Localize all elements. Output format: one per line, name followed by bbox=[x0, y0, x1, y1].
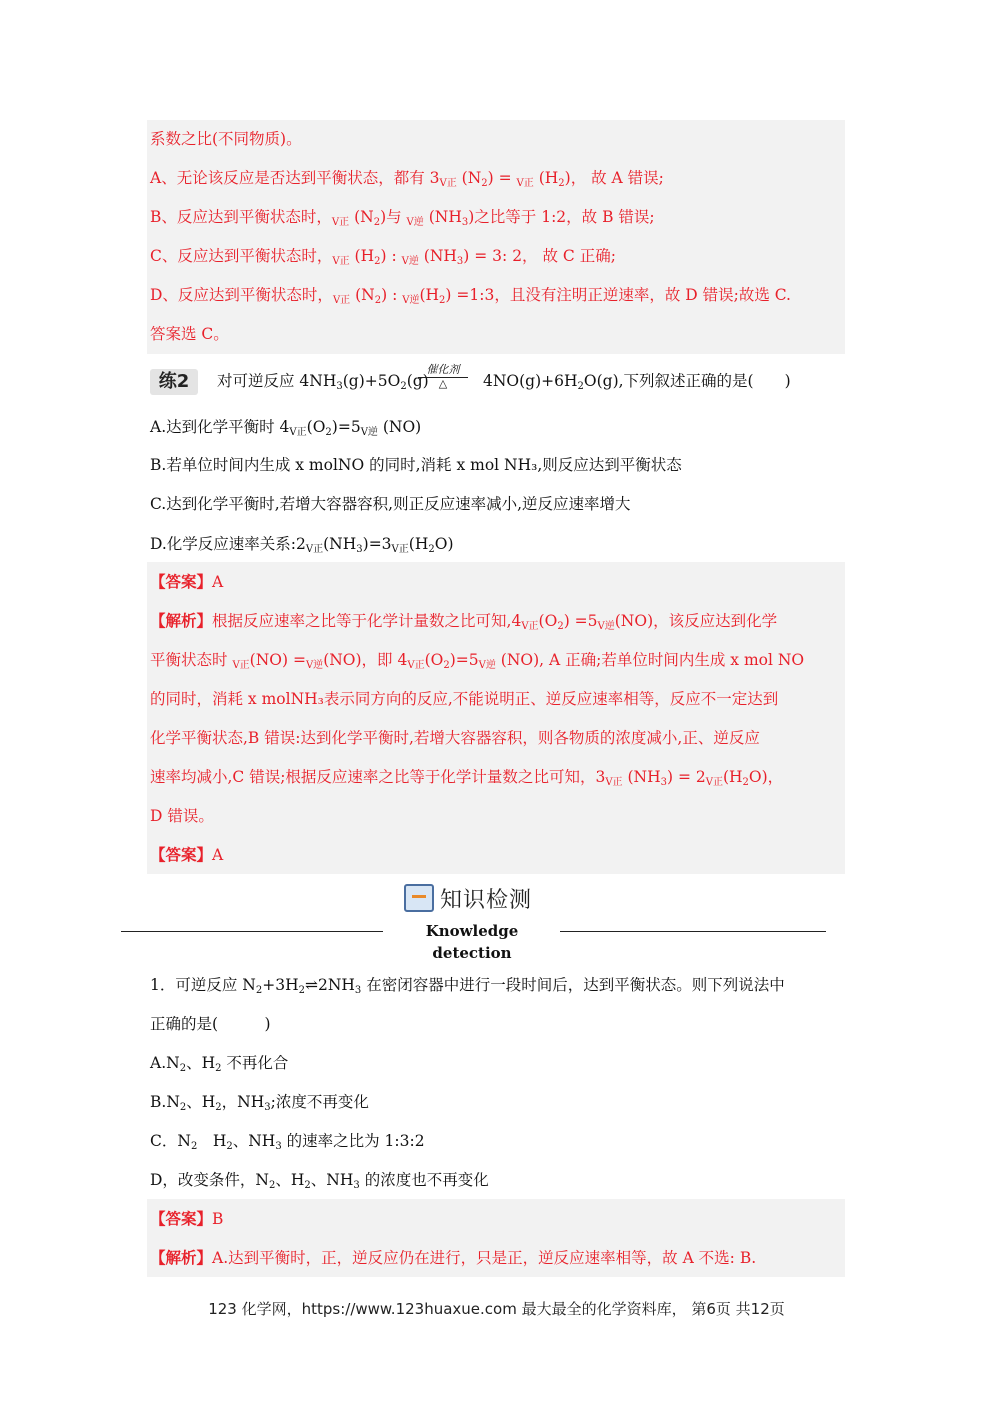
catalyst-label: 催化剂 bbox=[418, 364, 468, 378]
analysis-line: 速率均减小,C 错误;根据反应速率之比等于化学计量数之比可知，$3_{V正}$ $(NH_3) = 2_{V正}(H_2O)$， bbox=[150, 768, 784, 788]
reaction-condition bbox=[418, 364, 468, 390]
option-b: $B.N_2$、$H_2$，$NH_3$;浓度不再变化 bbox=[150, 1093, 369, 1113]
option-a: A.达到化学平衡时 $4_{V正}(O_2)=5_{V逆}$ (NO) bbox=[150, 418, 422, 438]
divider bbox=[560, 931, 826, 932]
option-d: D，改变条件，$N_2$、$H_2$、$NH_3$ 的浓度也不再变化 bbox=[150, 1171, 489, 1191]
question-stem-line2: 正确的是( ) bbox=[150, 1015, 271, 1033]
analysis-line: D 错误。 bbox=[150, 807, 214, 825]
analysis-line: 【解析】根据反应速率之比等于化学计量数之比可知$,4_{V正}(O_2) =5_{V逆}(NO)$，该反应达到化学 bbox=[150, 611, 778, 632]
knowledge-subtitle: Knowledge detection bbox=[425, 922, 519, 962]
answer-line: 【答案】A bbox=[150, 845, 224, 864]
option-c: C.达到化学平衡时,若增大容器容积,则正反应速率减小,逆反应速率增大 bbox=[150, 495, 631, 513]
analysis-line: 平衡状态时 $_{V正}(NO) =_{V逆}(NO)$，即 $4_{V正}(O_2)=5_{V逆}$ (NO), A 正确;若单位时间内生成 x mol NO bbox=[150, 651, 805, 671]
exercise-stem-right: $4NO(g)+6H_2O(g)$,下列叙述正确的是( ) bbox=[483, 372, 791, 392]
text-line: 系数之比(不同物质)。 bbox=[150, 130, 302, 148]
answer-line: 【答案】B bbox=[150, 1209, 224, 1228]
answer-line: 【答案】A bbox=[150, 572, 224, 591]
text-line: B、反应达到平衡状态时，$_{V正}$ $(N_2)$与 $_{V逆}$ $(NH_3)$之比等于 1:2，故 B 错误; bbox=[150, 208, 655, 228]
option-b: B.若单位时间内生成 x molNO 的同时,消耗 x mol NH₃,则反应达到平衡状态 bbox=[150, 456, 682, 474]
option-a: $A.N_2$、$H_2$ 不再化合 bbox=[150, 1054, 289, 1074]
exercise-stem: 对可逆反应 $4NH_3(g)+5O_2(g)$ bbox=[217, 372, 429, 392]
board-icon bbox=[404, 884, 434, 912]
text-line: A、无论该反应是否达到平衡状态，都有 $3_{V正}$ $(N_2) = _{V正}$ $(H_2)$， 故 A 错误; bbox=[150, 169, 664, 189]
question-stem: 1．可逆反应 $N_2+3H_2\rightleftharpoons 2NH_3$ 在密闭容器中进行一段时间后，达到平衡状态。则下列说法中 bbox=[150, 976, 785, 996]
text-line: C、反应达到平衡状态时，$_{V正}$ $(H_2)$ : $_{V逆}$ $(NH_3) = 3$: 2， 故 C 正确; bbox=[150, 247, 616, 267]
exercise-badge: 练2 bbox=[150, 369, 198, 395]
knowledge-banner bbox=[404, 880, 532, 916]
option-c: C．$N_2$ $H_2$、$NH_3$ 的速率之比为 1:3:2 bbox=[150, 1132, 425, 1152]
answer-box-ex2 bbox=[147, 562, 845, 874]
analysis-line: 的同时，消耗 x molNH₃表示同方向的反应,不能说明正、逆反应速率相等，反应不一定达到 bbox=[150, 690, 779, 708]
option-d: D.化学反应速率关系$:2_{V正}(NH_3)=3_{V正}(H_2O)$ bbox=[150, 535, 454, 555]
knowledge-title: 知识检测 bbox=[440, 887, 533, 913]
divider bbox=[121, 931, 383, 932]
text-line: 答案选 C。 bbox=[150, 325, 229, 343]
page-footer: 123 化学网，https://www.123huaxue.com 最大最全的化学资料库， 第6页 共12页 bbox=[208, 1300, 785, 1318]
heat-symbol: △ bbox=[438, 377, 448, 390]
text-line: D、反应达到平衡状态时，$_{V正}$ $(N_2)$ : $_{V逆}(H_2)$ =1:3，且没有注明正逆速率，故 D 错误;故选 C. bbox=[150, 286, 791, 306]
analysis-box-top bbox=[147, 120, 845, 354]
analysis-line: 【解析】A.达到平衡时，正，逆反应仍在进行，只是正，逆反应速率相等，故 A 不选: B. bbox=[150, 1248, 757, 1267]
analysis-line: 化学平衡状态,B 错误:达到化学平衡时,若增大容器容积，则各物质的浓度减小,正、逆反应 bbox=[150, 729, 760, 747]
